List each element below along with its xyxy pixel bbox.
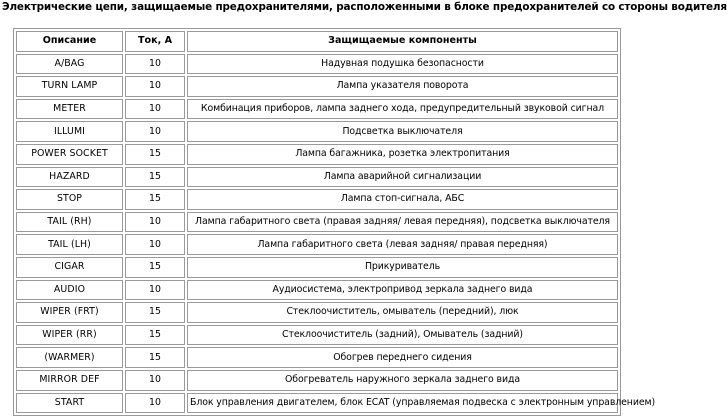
cell-description: TAIL (LH): [16, 234, 123, 255]
table-row: [16, 212, 618, 233]
table-row: [16, 347, 618, 368]
cell-description: CIGAR: [16, 257, 123, 278]
cell-components: Комбинация приборов, лампа заднего хода, предупредительный звуковой сигнал: [187, 99, 618, 120]
cell-description: POWER SOCKET: [16, 144, 123, 165]
table-row: [16, 121, 618, 142]
cell-description: TURN LAMP: [16, 76, 123, 97]
header-components: Защищаемые компоненты: [187, 31, 618, 52]
table-row: [16, 370, 618, 391]
cell-description: METER: [16, 99, 123, 120]
table-row: [16, 99, 618, 120]
table-row: [16, 54, 618, 75]
cell-current: 15: [125, 144, 185, 165]
cell-components: Лампа габаритного света (правая задняя/ левая передняя), подсветка выключателя: [187, 212, 618, 233]
cell-current: 10: [125, 280, 185, 301]
cell-current: 15: [125, 257, 185, 278]
cell-current: 10: [125, 370, 185, 391]
cell-description: START: [16, 393, 123, 414]
cell-description: WIPER (RR): [16, 325, 123, 346]
cell-components: Лампа габаритного света (левая задняя/ правая передняя): [187, 234, 618, 255]
table-row: [16, 189, 618, 210]
cell-components: Стеклоочиститель (задний), Омыватель (задний): [187, 325, 618, 346]
cell-components: Блок управления двигателем, блок ECAT (управляемая подвеска с электронным управлением): [187, 393, 618, 414]
cell-description: TAIL (RH): [16, 212, 123, 233]
cell-components: Стеклоочиститель, омыватель (передний), люк: [187, 302, 618, 323]
cell-description: STOP: [16, 189, 123, 210]
header-description: Описание: [16, 31, 123, 52]
cell-current: 15: [125, 167, 185, 188]
cell-components: Лампа указателя поворота: [187, 76, 618, 97]
table-row: [16, 167, 618, 188]
cell-description: HAZARD: [16, 167, 123, 188]
cell-description: (WARMER): [16, 347, 123, 368]
cell-current: 10: [125, 393, 185, 414]
fuse-table: [13, 28, 656, 416]
header-row: [16, 31, 618, 52]
table-row: [16, 302, 618, 323]
table-row: [16, 257, 618, 278]
cell-current: 10: [125, 212, 185, 233]
cell-current: 10: [125, 76, 185, 97]
table-row: [16, 280, 618, 301]
table-row: [16, 234, 618, 255]
cell-description: ILLUMI: [16, 121, 123, 142]
header-current: Ток, А: [125, 31, 185, 52]
cell-description: A/BAG: [16, 54, 123, 75]
cell-components: Лампа стоп-сигнала, АБС: [187, 189, 618, 210]
cell-components: Лампа аварийной сигнализации: [187, 167, 618, 188]
cell-components: Обогрев переднего сидения: [187, 347, 618, 368]
cell-components: Обогреватель наружного зеркала заднего вида: [187, 370, 618, 391]
table-row: [16, 144, 618, 165]
cell-components: Прикуриватель: [187, 257, 618, 278]
cell-current: 15: [125, 325, 185, 346]
cell-current: 10: [125, 121, 185, 142]
cell-components: Подсветка выключателя: [187, 121, 618, 142]
cell-components: Надувная подушка безопасности: [187, 54, 618, 75]
table-row: [16, 325, 618, 346]
cell-description: AUDIO: [16, 280, 123, 301]
table-caption: Электрические цепи, защищаемые предохранителями, расположенными в блоке предохранителей со стороны водителя: [2, 1, 727, 13]
cell-current: 10: [125, 54, 185, 75]
cell-components: Аудиосистема, электропривод зеркала заднего вида: [187, 280, 618, 301]
cell-current: 10: [125, 234, 185, 255]
table-row: [16, 393, 618, 414]
table-row: [16, 76, 618, 97]
cell-components: Лампа багажника, розетка электропитания: [187, 144, 618, 165]
cell-current: 15: [125, 302, 185, 323]
fuse-table-body: [16, 54, 656, 414]
cell-description: WIPER (FRT): [16, 302, 123, 323]
cell-current: 15: [125, 347, 185, 368]
cell-description: MIRROR DEF: [16, 370, 123, 391]
cell-current: 15: [125, 189, 185, 210]
cell-current: 10: [125, 99, 185, 120]
